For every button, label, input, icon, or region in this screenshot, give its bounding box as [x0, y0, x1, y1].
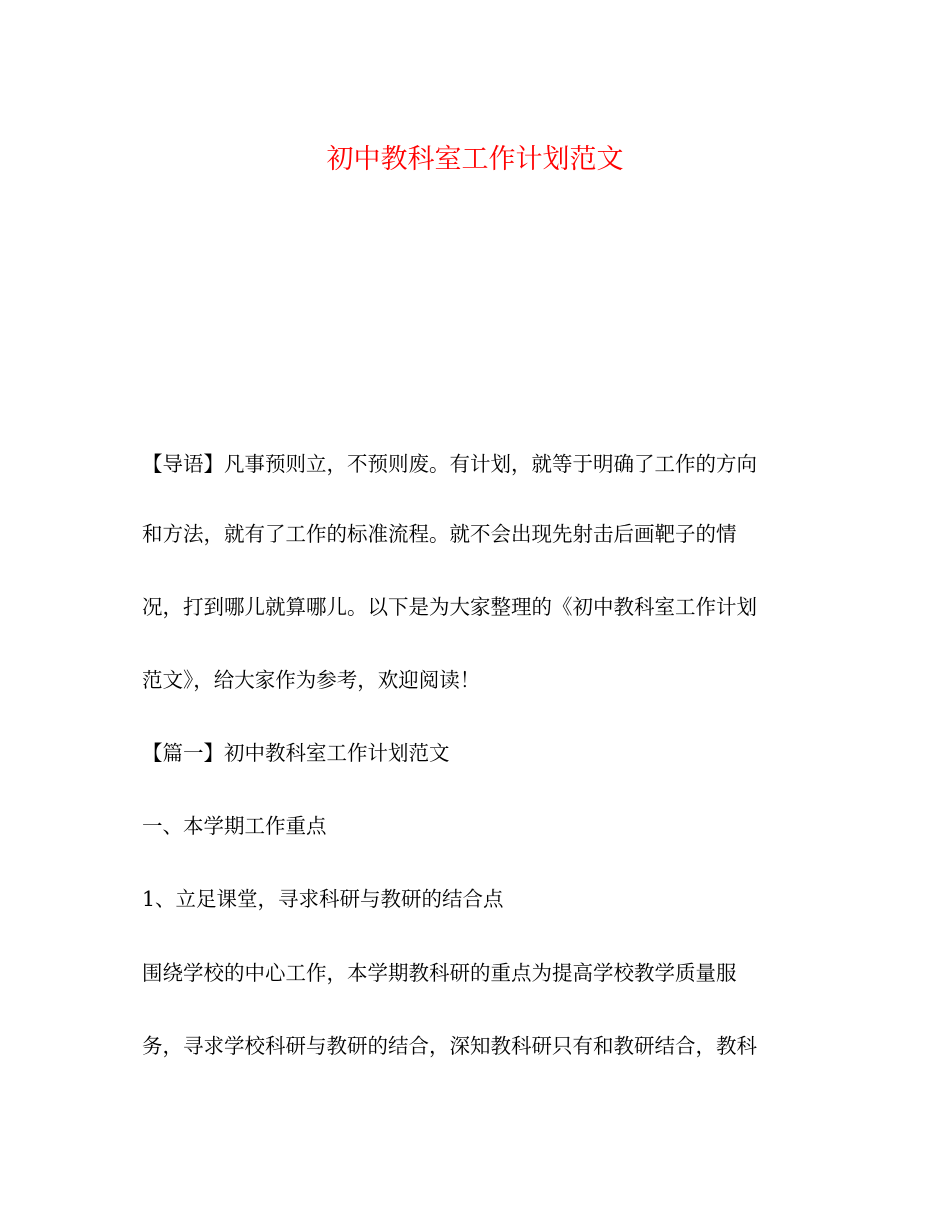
item-heading: 1、立足课堂，寻求科研与教研的结合点 — [142, 887, 504, 911]
body-line-1: 围绕学校的中心工作，本学期教科研的重点为提高学校教学质量服 — [142, 961, 737, 985]
intro-line-3: 况，打到哪儿就算哪儿。以下是为大家整理的《初中教科室工作计划 — [142, 595, 757, 619]
part-heading: 一、本学期工作重点 — [142, 814, 327, 838]
body-line-2: 务，寻求学校科研与教研的结合，深知教科研只有和教研结合，教科 — [142, 1034, 757, 1058]
intro-line-4: 范文》，给大家作为参考，欢迎阅读！ — [142, 668, 481, 692]
section-heading: 【篇一】初中教科室工作计划范文 — [142, 741, 450, 765]
intro-line-1: 【导语】凡事预则立，不预则废。有计划，就等于明确了工作的方向 — [142, 452, 757, 476]
document-title: 初中教科室工作计划范文 — [326, 144, 624, 175]
intro-line-2: 和方法，就有了工作的标准流程。就不会出现先射击后画靶子的情 — [142, 522, 737, 546]
